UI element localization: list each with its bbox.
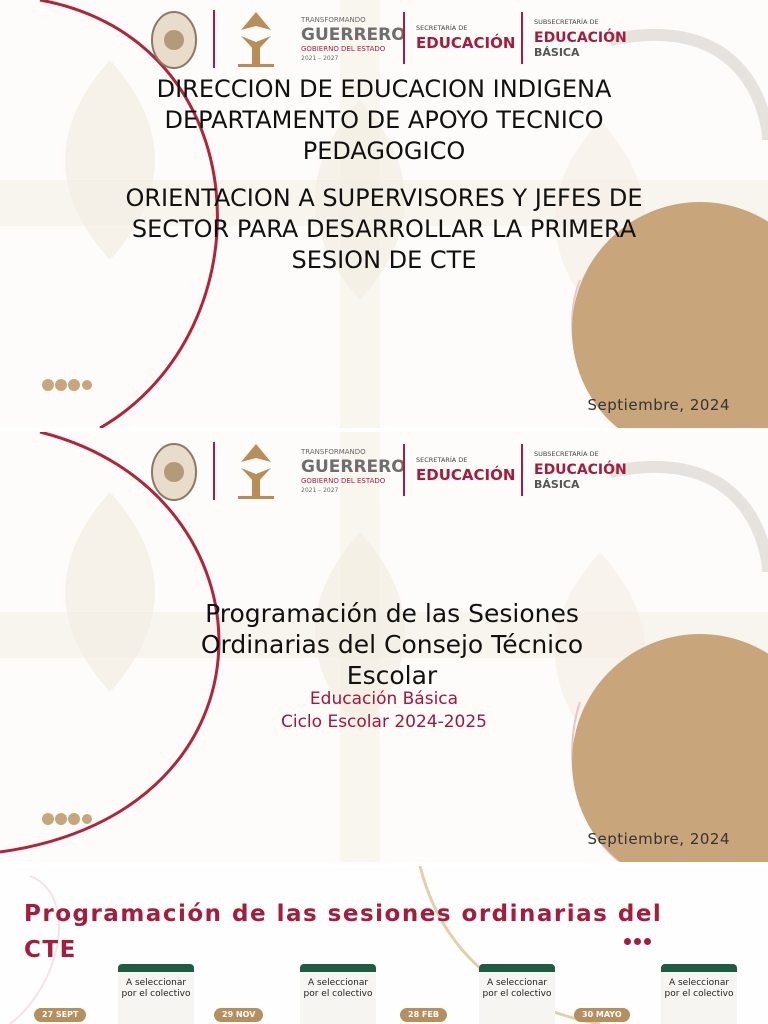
guerrero-main-text: GUERRERO [301,25,406,45]
timeline-date-pill: 27 SEPT [34,1008,86,1022]
sub-second-text: BÁSICA [534,46,580,59]
slide-2 [0,432,768,862]
slide1-subtitle [0,183,768,276]
decorative-dots-icon [624,930,654,949]
guerrero-main-text: GUERRERO [301,457,406,477]
slide-3 [0,866,768,1024]
sep-small-text: SECRETARÍA DE [416,24,468,32]
timeline-card: A seleccionar por el colectivo [300,964,376,1024]
guerrero-tree-icon [238,12,274,67]
guerrero-sub-text: GOBIERNO DEL ESTADO [301,45,386,53]
timeline-card: A seleccionar por el colectivo [118,964,194,1024]
title-line: Escolar [346,661,438,690]
sub-main-text: EDUCACIÓN [534,462,626,478]
coat-of-arms-icon [152,444,196,500]
title-line: DEPARTAMENTO DE APOYO TECNICO [164,106,604,134]
subtitle-line: SESION DE CTE [291,246,477,274]
guerrero-top-text: TRANSFORMANDO [301,448,366,456]
timeline-date-pill: 30 MAYO [574,1008,630,1022]
sep-main-text: EDUCACIÓN [416,466,516,484]
slide1-title [0,74,768,167]
slide3-title: Programación de las sesiones ordinarias del CTE [24,901,663,963]
sub-small-text: SUBSECRETARÍA DE [534,450,599,458]
coat-of-arms-icon [152,12,196,68]
sub-main-text: EDUCACIÓN [534,30,626,46]
slide2-title [8,598,768,691]
guerrero-years-text: 2021 – 2027 [301,55,339,62]
title-line: Programación de las Sesiones [205,599,579,628]
guerrero-tree-icon [238,444,274,499]
sep-small-text: SECRETARÍA DE [416,456,468,464]
subtitle-line: Ciclo Escolar 2024-2025 [280,712,487,732]
timeline-date-pill: 28 FEB [400,1008,447,1022]
title-line: Ordinarias del Consejo Técnico [200,630,584,659]
slide2-subtitle [0,688,768,734]
sub-small-text: SUBSECRETARÍA DE [534,18,599,26]
guerrero-years-text: 2021 – 2027 [301,487,339,494]
title-line: PEDAGOGICO [302,137,466,165]
slide-1 [0,0,768,428]
header-logos [146,2,626,72]
header-logos [146,434,626,504]
sub-second-text: BÁSICA [534,478,580,491]
decorative-dots-icon [40,374,92,396]
guerrero-top-text: TRANSFORMANDO [301,16,366,24]
timeline-card: A seleccionar por el colectivo [661,964,737,1024]
slide2-date: Septiembre, 2024 [587,830,730,848]
sep-main-text: EDUCACIÓN [416,34,516,52]
subtitle-line: ORIENTACION A SUPERVISORES Y JEFES DE [125,184,643,212]
title-line: DIRECCION DE EDUCACION INDIGENA [156,75,612,103]
subtitle-line: SECTOR PARA DESARROLLAR LA PRIMERA [131,215,637,243]
decorative-dots-icon [40,808,92,830]
subtitle-line: Educación Básica [309,689,459,709]
slide1-date: Septiembre, 2024 [587,396,730,414]
guerrero-sub-text: GOBIERNO DEL ESTADO [301,477,386,485]
timeline-date-pill: 29 NOV [214,1008,263,1022]
timeline-card: A seleccionar por el colectivo [479,964,555,1024]
